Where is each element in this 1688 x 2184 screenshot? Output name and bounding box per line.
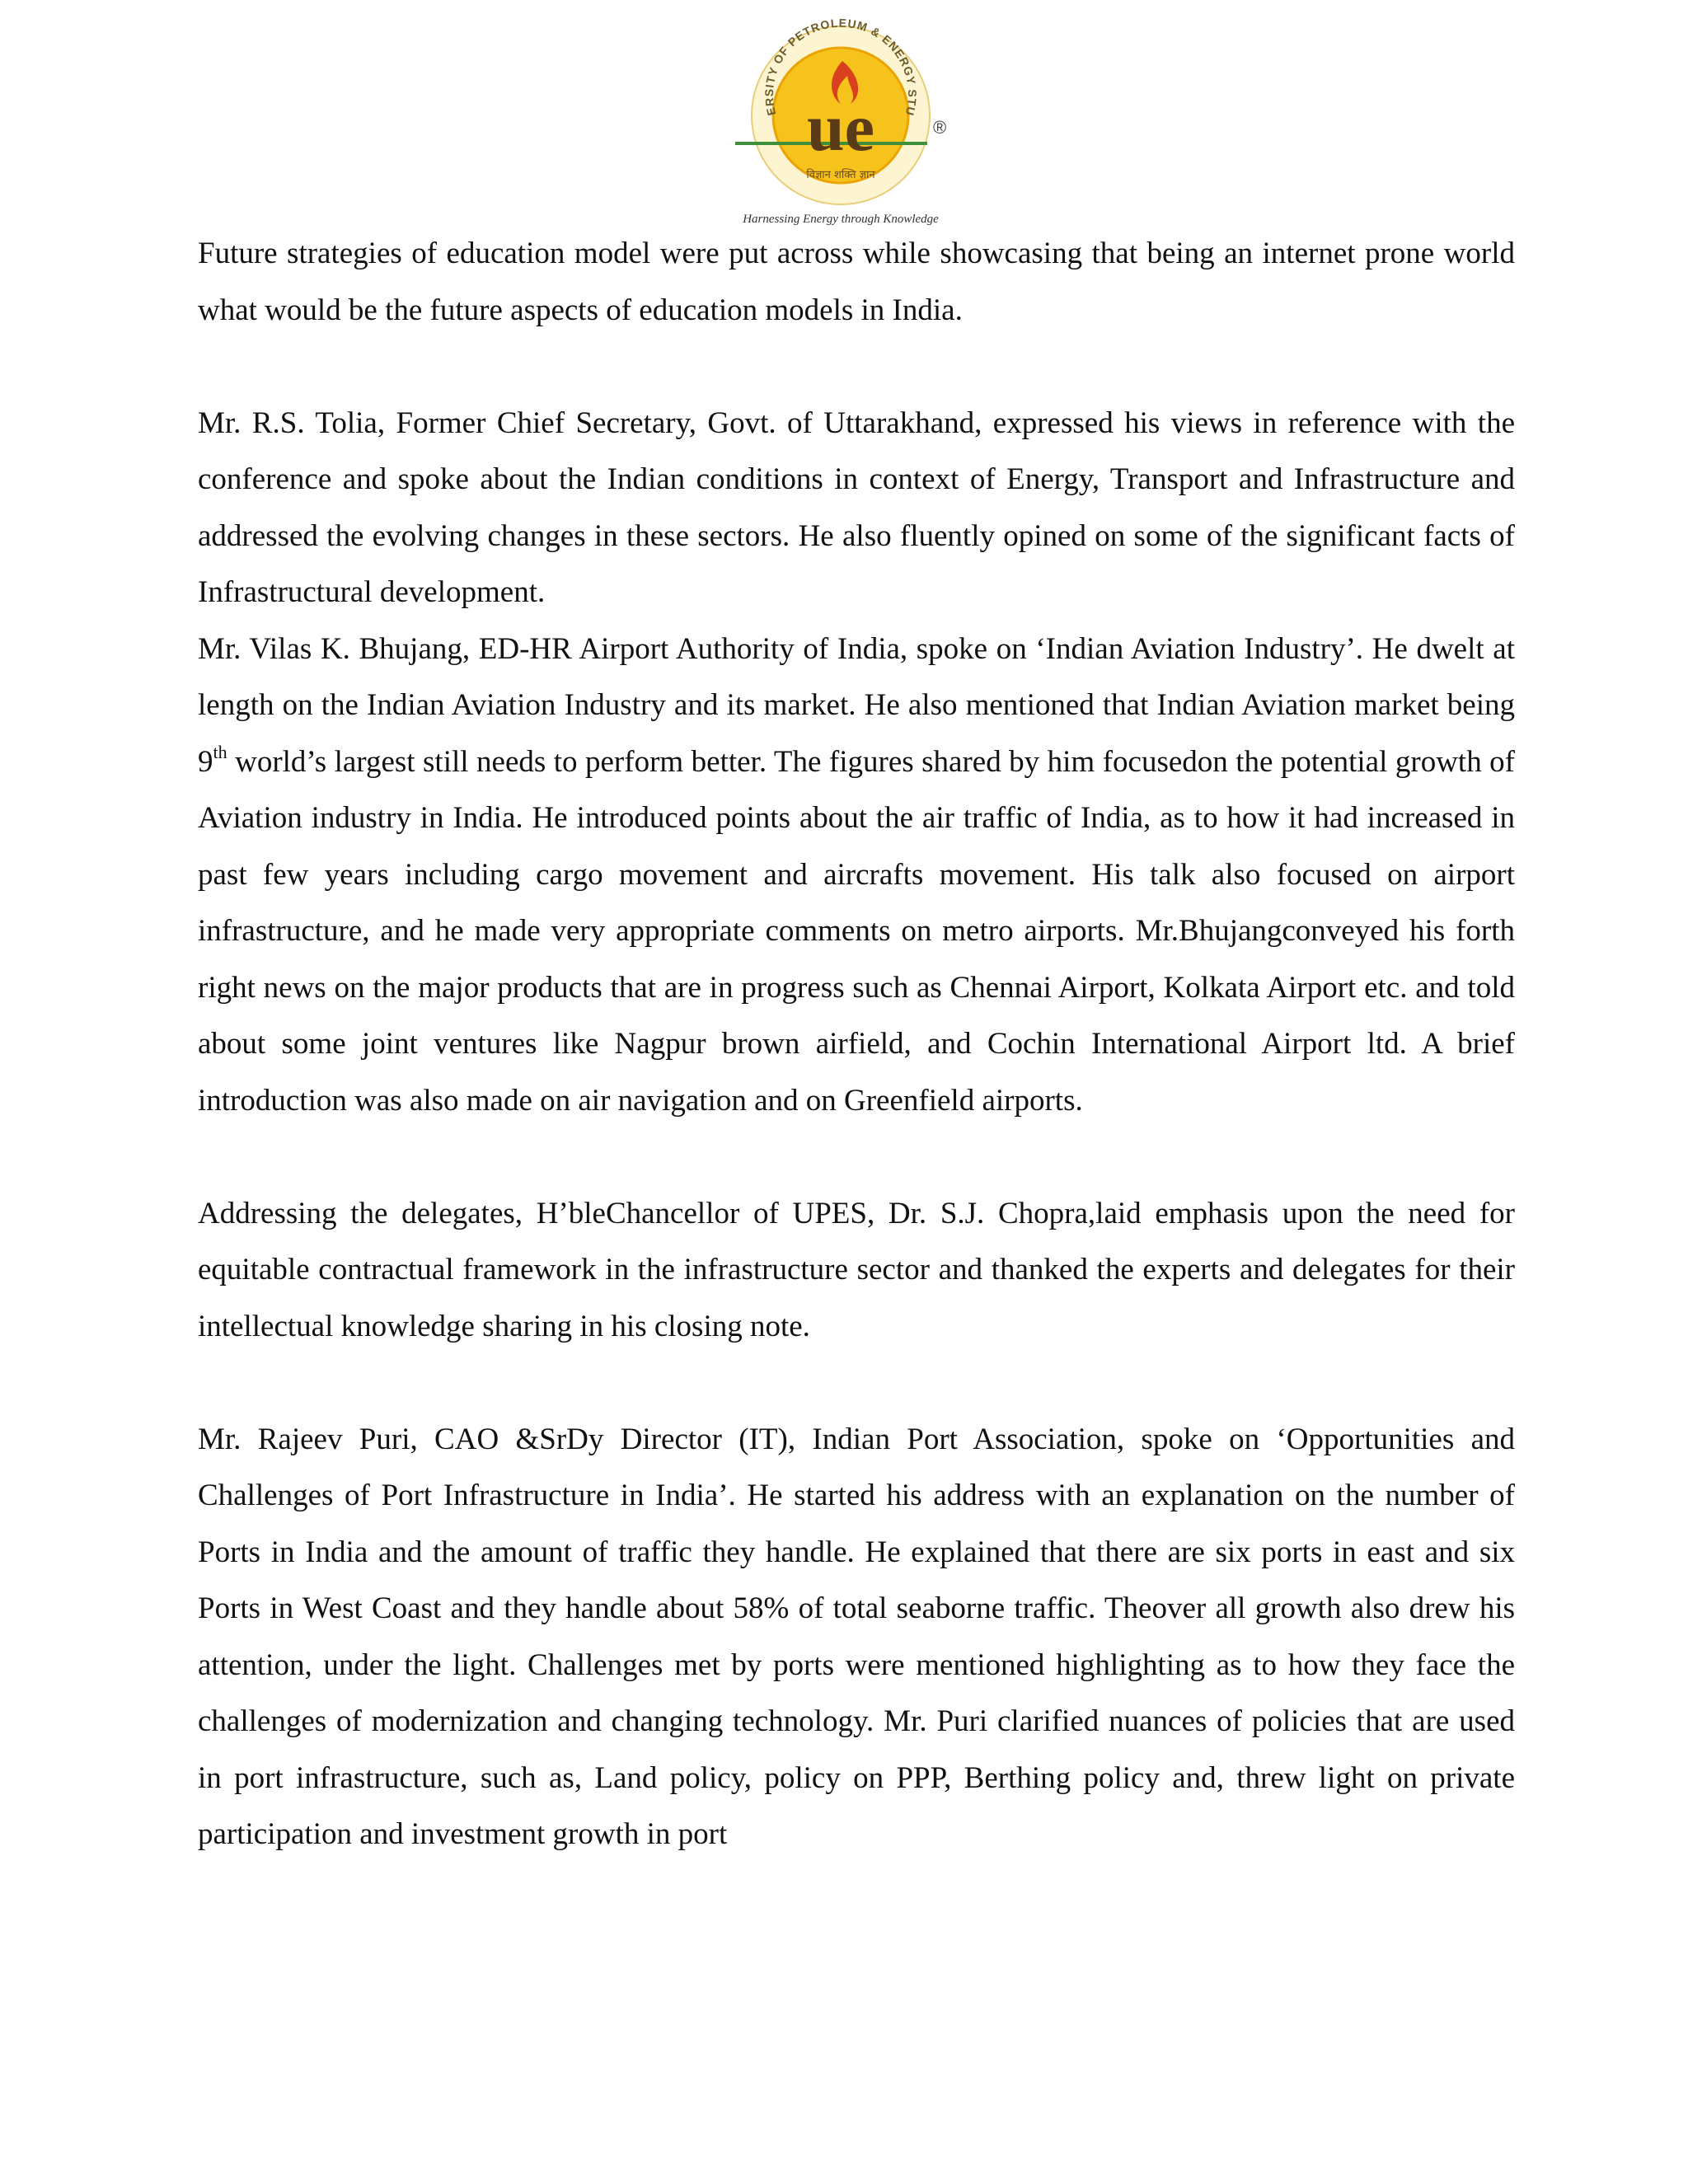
paragraph-tolia: Mr. R.S. Tolia, Former Chief Secretary, Govt. of Uttarakhand, expressed his views in reference with the conference and spoke about the Indian conditions in context of Energy, Transport and Infrastructure and addressed the evolving changes in these sectors. He also fluently opined on some of the significant facts of Infrastructural development.	[198, 405, 1515, 609]
paragraph-gap	[198, 339, 1515, 396]
logo-hindi-motto: विज्ञान शक्ति ज्ञान	[806, 169, 875, 181]
paragraph-bhujang	[198, 621, 1515, 1130]
upes-logo	[717, 18, 964, 229]
paragraph-chopra: Addressing the delegates, H’bleChancellor of UPES, Dr. S.J. Chopra,laid emphasis upon the need for equitable contractual framework in the infrastructure sector and thanked the experts and delegates for their intellectual knowledge sharing in his closing note.	[198, 1196, 1515, 1343]
paragraph-gap	[198, 1355, 1515, 1412]
paragraph-education-models: Future strategies of education model were put across while showcasing that being an internet prone world what would be the future aspects of education models in India.	[198, 237, 1515, 327]
ordinal-superscript: th	[213, 742, 227, 763]
logo-registered-mark: ®	[933, 117, 947, 138]
paragraph-bhujang-part1: Mr. Vilas K. Bhujang, ED-HR Airport Authority of India, spoke on ‘Indian Aviation Industry’. He dwelt at length on the Indian Aviation Industry and its market. He also mentioned that Indian Aviation market being 9	[198, 631, 1515, 779]
upes-logo-graphic	[717, 18, 964, 229]
paragraph-puri: Mr. Rajeev Puri, CAO &SrDy Director (IT), Indian Port Association, spoke on ‘Opportunities and Challenges of Port Infrastructure in India’. He started his address with an explanation on the number of Ports in India and the amount of traffic they handle. He explained that there are six ports in east and six Ports in West Coast and they handle about 58% of total seaborne traffic. Theover all growth also drew his attention, under the light. Challenges met by ports were mentioned highlighting as to how they face the challenges of modernization and changing technology. Mr. Puri clarified nuances of policies that are used in port infrastructure, such as, Land policy, policy on PPP, Berthing policy and, threw light on private participation and investment growth in port	[198, 1422, 1515, 1851]
paragraph-gap	[198, 1129, 1515, 1186]
logo-mark: ue	[807, 90, 874, 165]
paragraph-bhujang-part2: world’s largest still needs to perform better. The figures shared by him focusedon the potential growth of Aviation industry in India. He introduced points about the air traffic of India, as to how it had increased in past few years including cargo movement and aircrafts movement. His talk also focused on airport infrastructure, and he made very appropriate comments on metro airports. Mr.Bhujangconveyed his forth right news on the major products that are in progress such as Chennai Airport, Kolkata Airport etc. and told about some joint ventures like Nagpur brown airfield, and Cochin International Airport ltd. A brief introduction was also made on air navigation and on Greenfield airports.	[198, 744, 1515, 1118]
document-body	[198, 226, 1515, 1863]
logo-tagline: Harnessing Energy through Knowledge	[743, 213, 939, 226]
logo-ring-text: ERSITY OF PETROLEUM & ENERGY STU	[762, 18, 920, 118]
